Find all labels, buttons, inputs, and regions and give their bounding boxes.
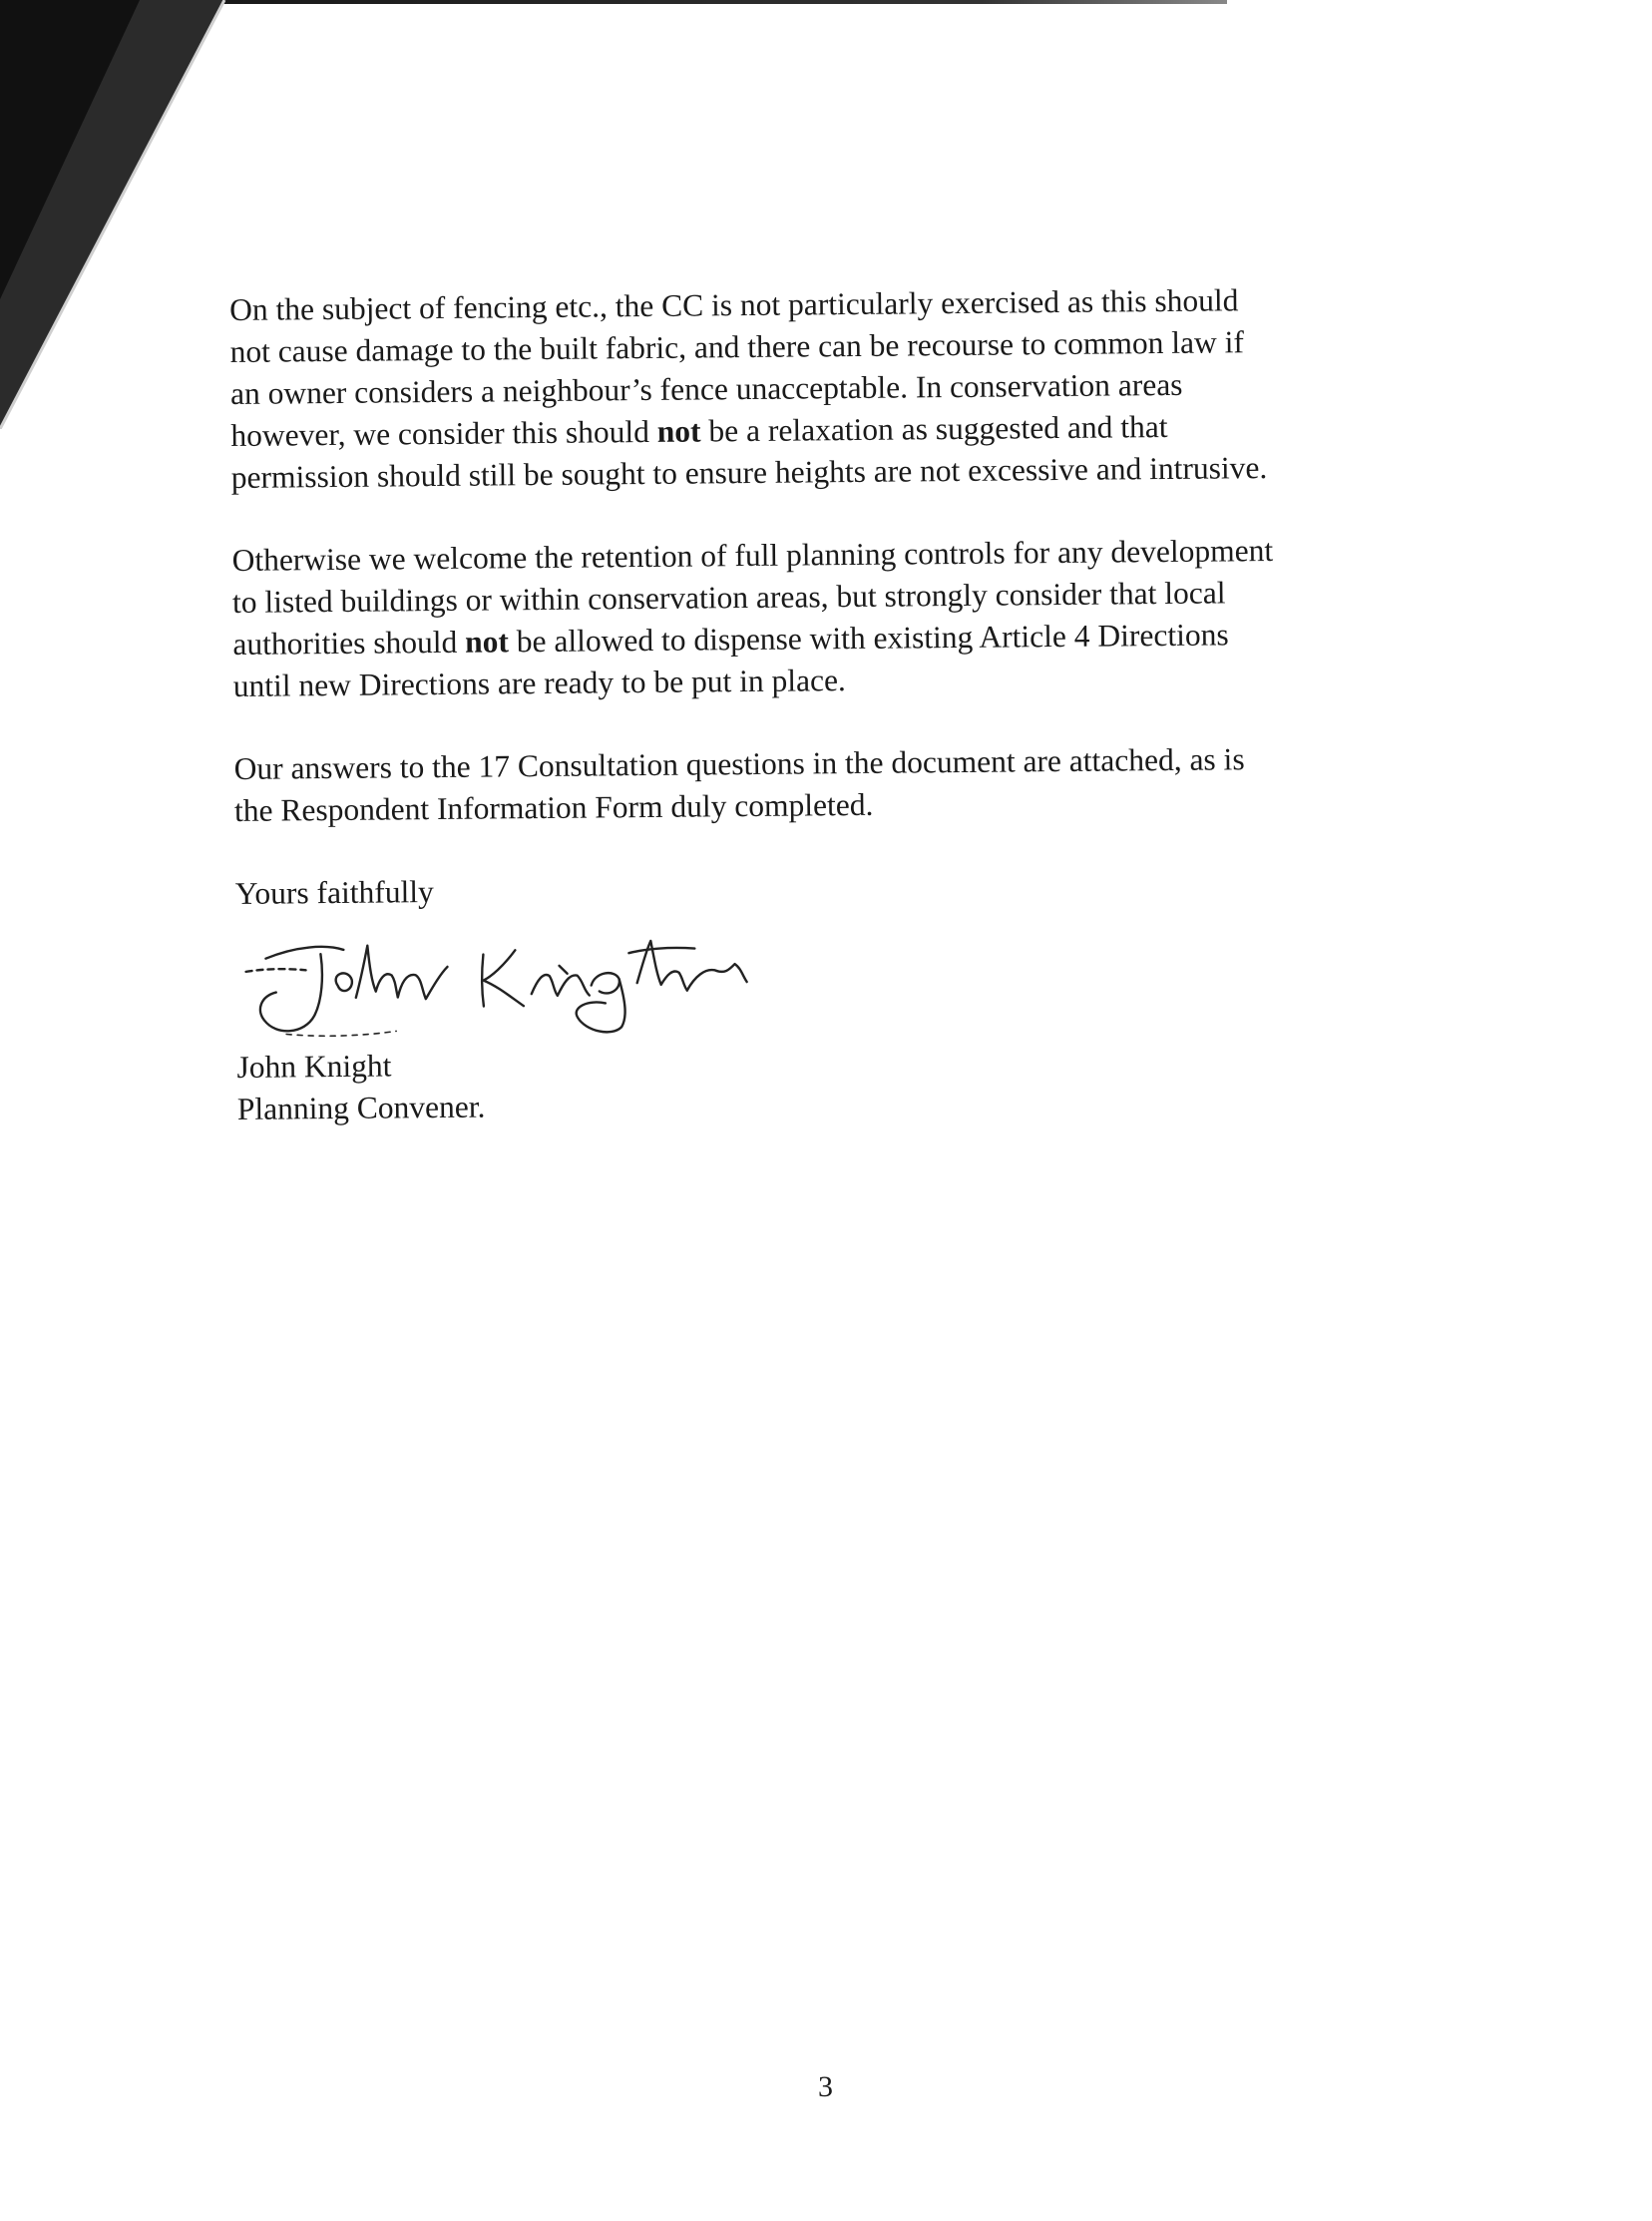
paragraph-planning-text-1: Otherwise we welcome the retention of full planning controls for any development to listed buildings or within conservation areas, but strongly consider that local authorities should xyxy=(231,532,1274,662)
page-number: 3 xyxy=(818,2070,833,2103)
paragraph-planning-text-2: be allowed to dispense with existing Article 4 Directions until new Directions are ready to be put in place. xyxy=(232,617,1229,703)
paragraph-fencing-text-1: On the subject of fencing etc., the CC is not particularly exercised as this should not cause damage to the built fabric, and there can be recourse to common law if an owner considers a neighbour’s fence unacceptable. In conservation areas however, we consider this should xyxy=(229,282,1245,453)
scan-folded-corner xyxy=(0,0,239,429)
paragraph-fencing xyxy=(229,278,1409,499)
emphasis-not: not xyxy=(656,413,701,449)
paragraph-planning-controls xyxy=(231,529,1411,707)
signatory-title: Planning Convener. xyxy=(236,1089,486,1126)
paragraph-answers: Our answers to the 17 Consultation questions in the document are attached, as is the Respondent Information Form duly completed. xyxy=(233,741,1245,828)
handwritten-signature xyxy=(225,911,825,1047)
emphasis-not: not xyxy=(464,624,510,660)
closing-salutation: Yours faithfully xyxy=(234,874,434,911)
signatory-name: John Knight xyxy=(236,1048,392,1085)
letter-body xyxy=(229,278,1415,1130)
paragraph-fencing-text-2: be a relaxation as suggested and that permission should still be sought to ensure heights are not excessive and intrusive. xyxy=(230,408,1268,495)
